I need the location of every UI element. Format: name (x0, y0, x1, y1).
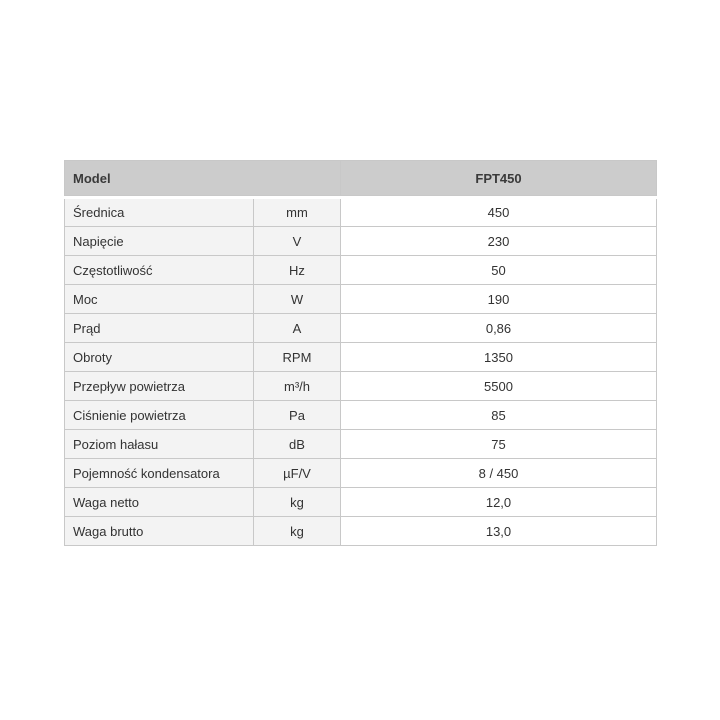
param-label: Częstotliwość (65, 256, 254, 285)
table-row (65, 459, 657, 488)
model-value: FPT450 (341, 161, 657, 198)
param-value: 85 (341, 401, 657, 430)
param-unit: V (254, 227, 341, 256)
table-row (65, 256, 657, 285)
param-value: 190 (341, 285, 657, 314)
param-label: Ciśnienie powietrza (65, 401, 254, 430)
param-value: 5500 (341, 372, 657, 401)
param-unit: m³/h (254, 372, 341, 401)
table-row (65, 343, 657, 372)
param-value: 230 (341, 227, 657, 256)
param-unit: mm (254, 198, 341, 227)
param-value: 8 / 450 (341, 459, 657, 488)
param-value: 0,86 (341, 314, 657, 343)
param-label: Prąd (65, 314, 254, 343)
param-label: Waga netto (65, 488, 254, 517)
table-row (65, 227, 657, 256)
param-value: 13,0 (341, 517, 657, 546)
table-row (65, 198, 657, 227)
param-value: 50 (341, 256, 657, 285)
table-header-row (65, 161, 657, 198)
table-row (65, 488, 657, 517)
param-value: 75 (341, 430, 657, 459)
model-label: Model (65, 161, 341, 198)
param-unit: Pa (254, 401, 341, 430)
param-value: 1350 (341, 343, 657, 372)
table-row (65, 401, 657, 430)
param-label: Napięcie (65, 227, 254, 256)
param-unit: µF/V (254, 459, 341, 488)
param-label: Moc (65, 285, 254, 314)
param-label: Średnica (65, 198, 254, 227)
param-value: 12,0 (341, 488, 657, 517)
table-row (65, 517, 657, 546)
table-body (65, 198, 657, 546)
param-unit: kg (254, 517, 341, 546)
param-unit: W (254, 285, 341, 314)
param-unit: kg (254, 488, 341, 517)
param-label: Przepływ powietrza (65, 372, 254, 401)
param-unit: Hz (254, 256, 341, 285)
table-row (65, 430, 657, 459)
param-label: Poziom hałasu (65, 430, 254, 459)
param-value: 450 (341, 198, 657, 227)
param-label: Pojemność kondensatora (65, 459, 254, 488)
param-label: Waga brutto (65, 517, 254, 546)
table-row (65, 372, 657, 401)
table-row (65, 314, 657, 343)
param-unit: RPM (254, 343, 341, 372)
param-unit: dB (254, 430, 341, 459)
param-label: Obroty (65, 343, 254, 372)
param-unit: A (254, 314, 341, 343)
spec-table (64, 160, 657, 546)
table-row (65, 285, 657, 314)
